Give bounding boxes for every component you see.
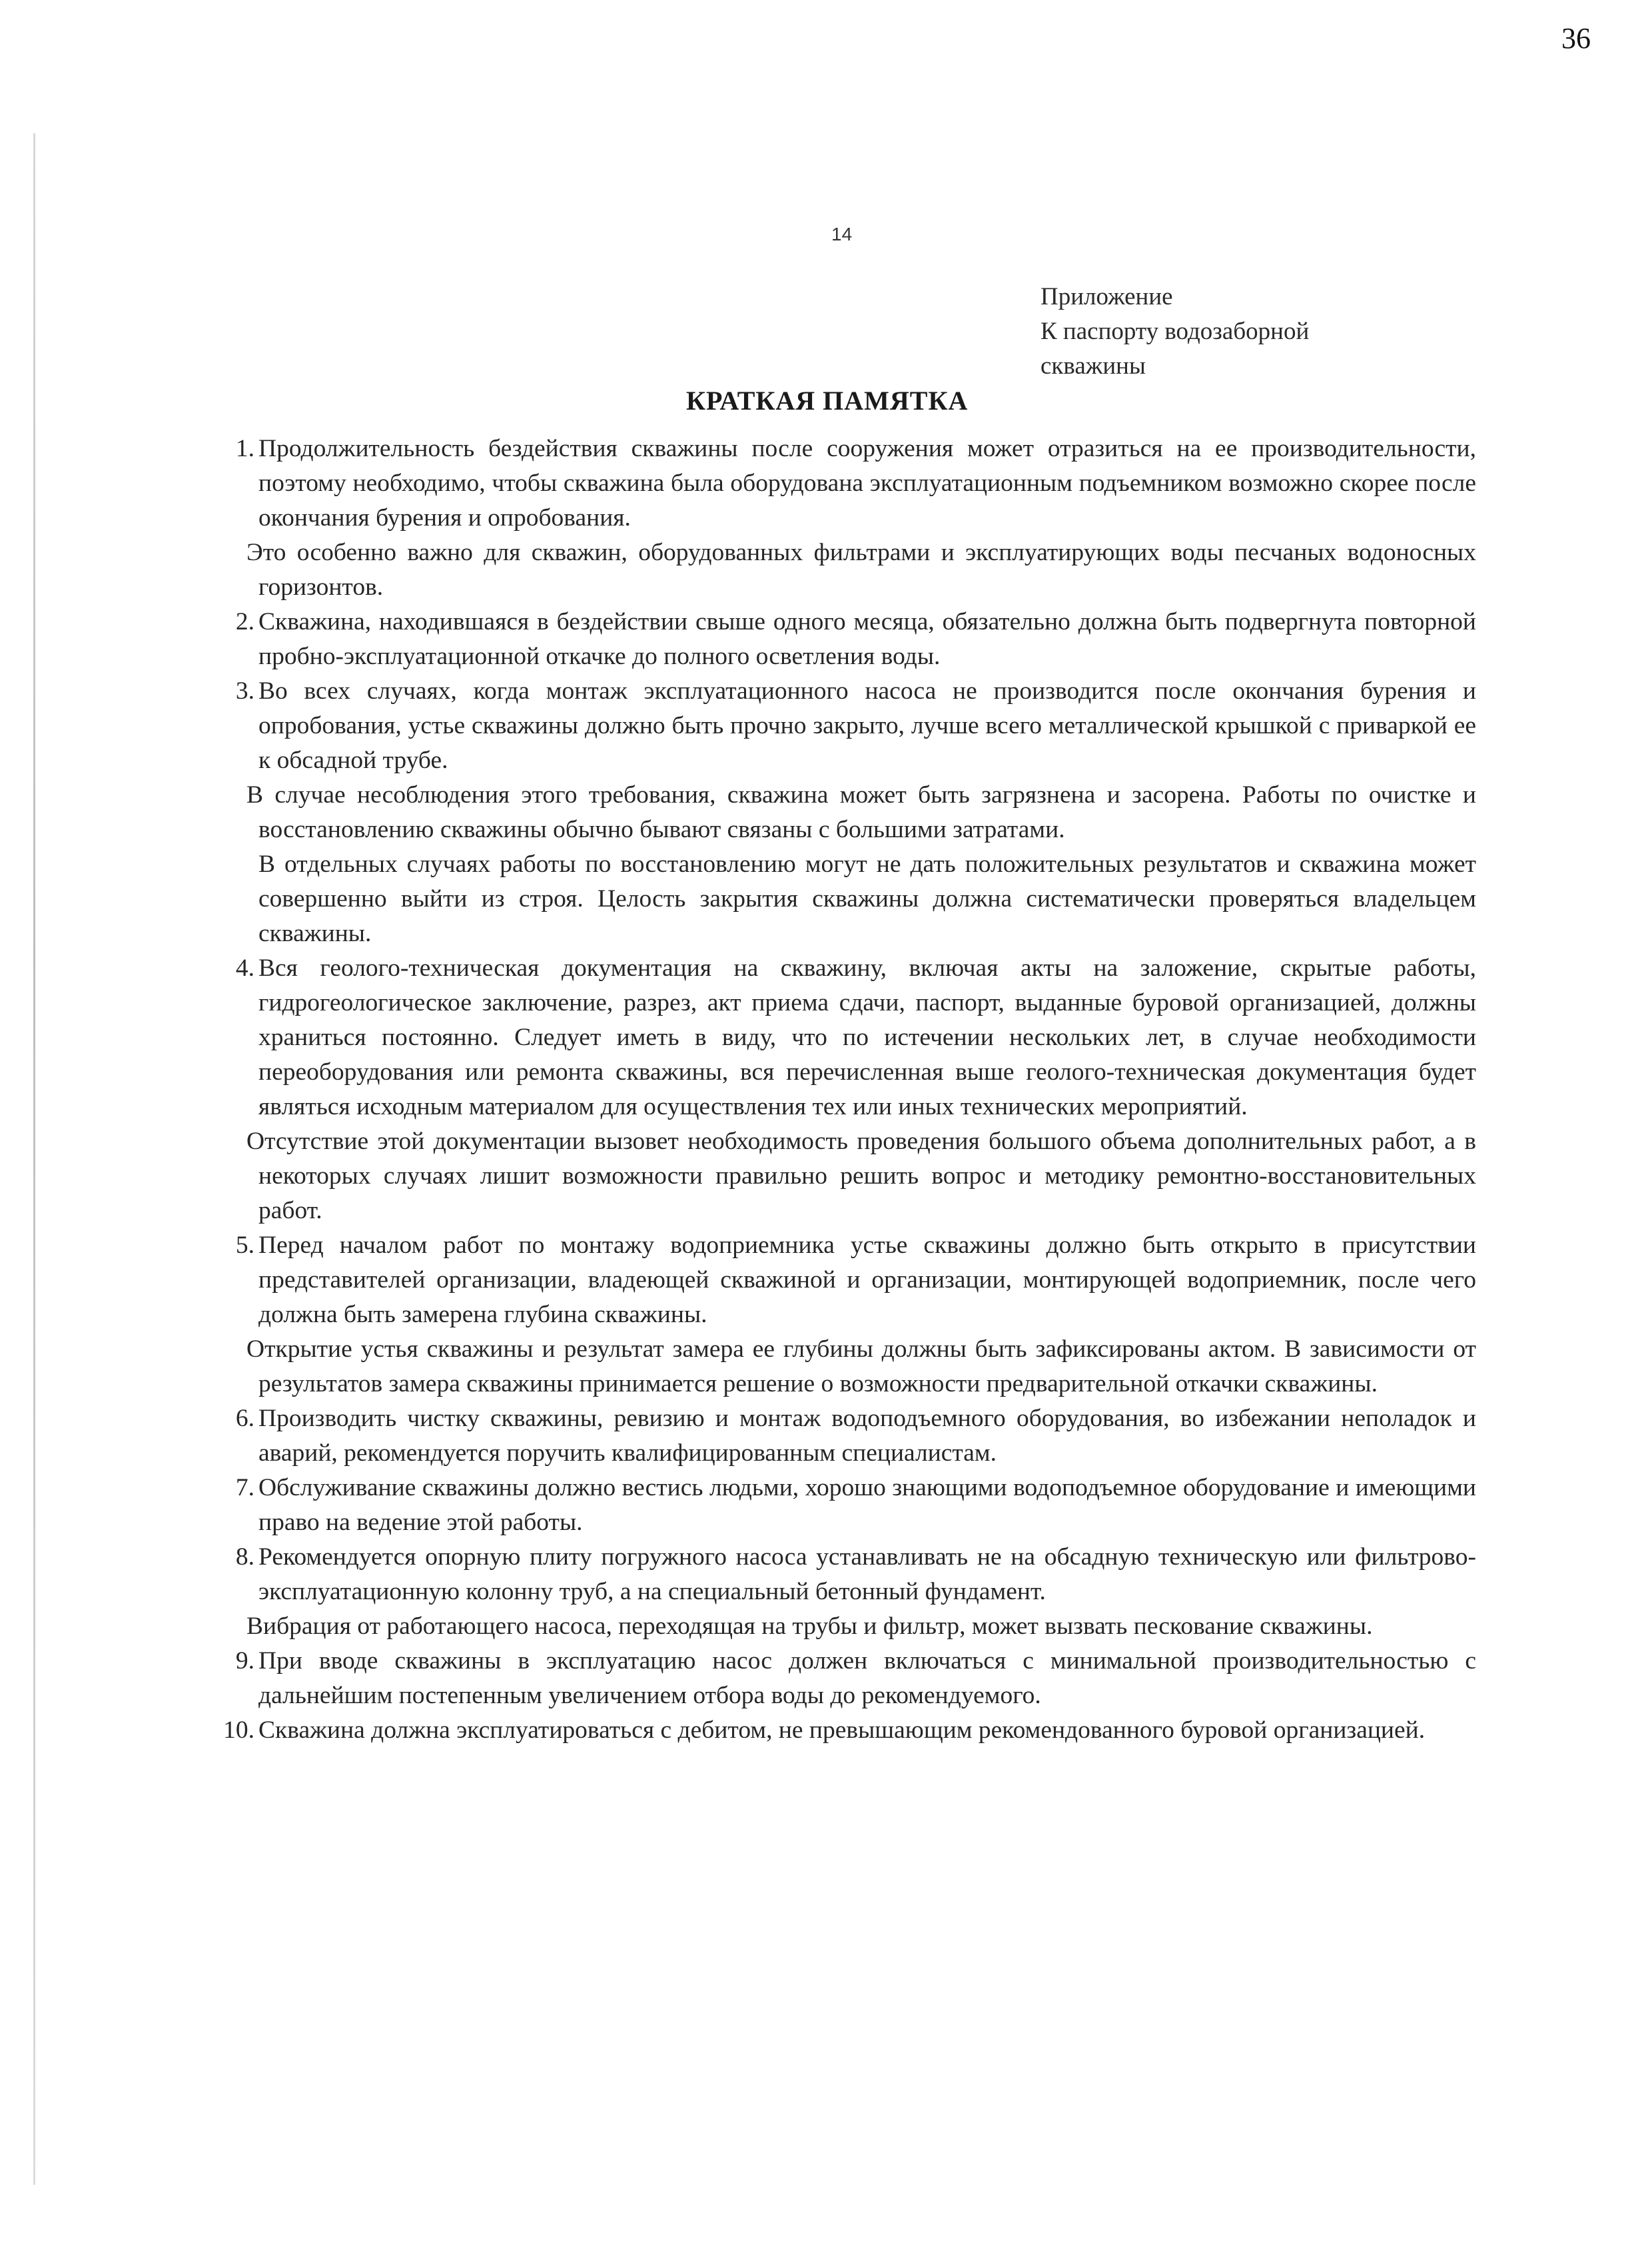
memo-item-text: При вводе скважины в эксплуатацию насос должен включаться с минимальной производительностью с дальнейшим постепенным увеличением отбора воды до рекомендуемого. (258, 1647, 1476, 1709)
memo-item-text: Производить чистку скважины, ревизию и монтаж водоподъемного оборудования, во избежании неполадок и аварий, рекомендуется поручить квалифицированным специалистам. (258, 1405, 1476, 1467)
memo-item (210, 674, 1476, 778)
scan-edge-line (33, 133, 35, 2185)
memo-item-note: В отдельных случаях работы по восстановлению могут не дать положительных результатов и скважина может совершенно выйти из строя. Целость закрытия скважины должна систематически проверяться владельцем скважины. (258, 851, 1476, 947)
memo-item (210, 1540, 1476, 1609)
memo-item-note: Открытие устья скважины и результат замера ее глубины должны быть зафиксированы актом. В зависимости от результатов замера скважины принимается решение о возможности предварительной откачки скважины. (246, 1335, 1476, 1397)
memo-item (210, 1713, 1476, 1748)
memo-list (210, 432, 1476, 1748)
memo-item-note: Вибрация от работающего насоса, переходящая на трубы и фильтр, может вызвать пескование скважины. (246, 1613, 1373, 1640)
memo-item-text: Скважина, находившаяся в бездействии свыше одного месяца, обязательно должна быть подвергнута повторной пробно-эксплуатационной откачке до полного осветления воды. (258, 608, 1476, 670)
appendix-line-3: скважины (1040, 352, 1146, 380)
memo-item (210, 605, 1476, 674)
memo-item-number: 7. (235, 1474, 254, 1501)
memo-item (210, 432, 1476, 536)
memo-item (210, 1228, 1476, 1332)
memo-item (210, 1401, 1476, 1471)
memo-item-text: Рекомендуется опорную плиту погружного насоса устанавливать не на обсадную техническую или фильтрово-эксплуатационную колонну труб, а на специальный бетонный фундамент. (258, 1543, 1476, 1605)
memo-item-text: Вся геолого-техническая документация на скважину, включая акты на заложение, скрытые работы, гидрогеологическое заключение, разрез, акт приема сдачи, паспорт, выданные буровой организацией, должны храниться постоянно. Следует иметь в виду, что по истечении нескольких лет, в случае необходимости переоборудования или ремонта скважины, вся перечисленная выше геолого-техническая документация будет являться исходным материалом для осуществления тех или иных технических мероприятий. (258, 954, 1476, 1120)
memo-item-text: Скважина должна эксплуатироваться с дебитом, не превышающим рекомендованного буровой организацией. (258, 1716, 1426, 1744)
page-number: 36 (1561, 22, 1591, 55)
memo-item-note: В случае несоблюдения этого требования, скважина может быть загрязнена и засорена. Работы по очистке и восстановлению скважины обычно бывают связаны с большими затратами. (246, 781, 1476, 843)
memo-item-number: 9. (235, 1647, 254, 1675)
memo-item-number: 1. (235, 435, 254, 462)
memo-item-text: Во всех случаях, когда монтаж эксплуатационного насоса не производится после окончания бурения и опробования, устье скважины должно быть прочно закрыто, лучше всего металлической крышкой с приваркой ее к обсадной трубе. (258, 677, 1476, 774)
memo-item-number: 8. (235, 1543, 254, 1571)
memo-item-number: 10. (223, 1716, 254, 1744)
inner-page-number: 14 (831, 224, 853, 244)
memo-item-note: Это особенно важно для скважин, оборудованных фильтрами и эксплуатирующих воды песчаных водоносных горизонтов. (246, 539, 1476, 601)
appendix-line-1: Приложение (1040, 283, 1173, 310)
memo-item (210, 951, 1476, 1124)
memo-item-note: Отсутствие этой документации вызовет необходимость проведения большого объема дополнительных работ, а в некоторых случаях лишит возможности правильно решить вопрос и методику ремонтно-восстановительных работ. (246, 1128, 1476, 1224)
memo-item-text: Перед началом работ по монтажу водоприемника устье скважины должно быть открыто в присутствии представителей организации, владеющей скважиной и организации, монтирующей водоприемник, после чего должна быть замерена глубина скважины. (258, 1232, 1476, 1328)
appendix-line-2: К паспорту водозаборной (1040, 318, 1310, 345)
memo-item-number: 6. (235, 1405, 254, 1432)
memo-item-number: 4. (235, 954, 254, 982)
memo-item-text: Продолжительность бездействия скважины после сооружения может отразиться на ее производительности, поэтому необходимо, чтобы скважина была оборудована эксплуатационным подъемником возможно скорее после окончания бурения и опробования. (258, 435, 1476, 532)
memo-item (210, 1644, 1476, 1713)
document-title: КРАТКАЯ ПАМЯТКА (686, 386, 969, 416)
memo-item-number: 3. (235, 677, 254, 705)
memo-item-text: Обслуживание скважины должно вестись людьми, хорошо знающими водоподъемное оборудование и имеющими право на ведение этой работы. (258, 1474, 1476, 1536)
memo-item (210, 1471, 1476, 1540)
memo-item-number: 5. (235, 1232, 254, 1259)
appendix-note (1040, 280, 1507, 384)
memo-item-number: 2. (235, 608, 254, 635)
